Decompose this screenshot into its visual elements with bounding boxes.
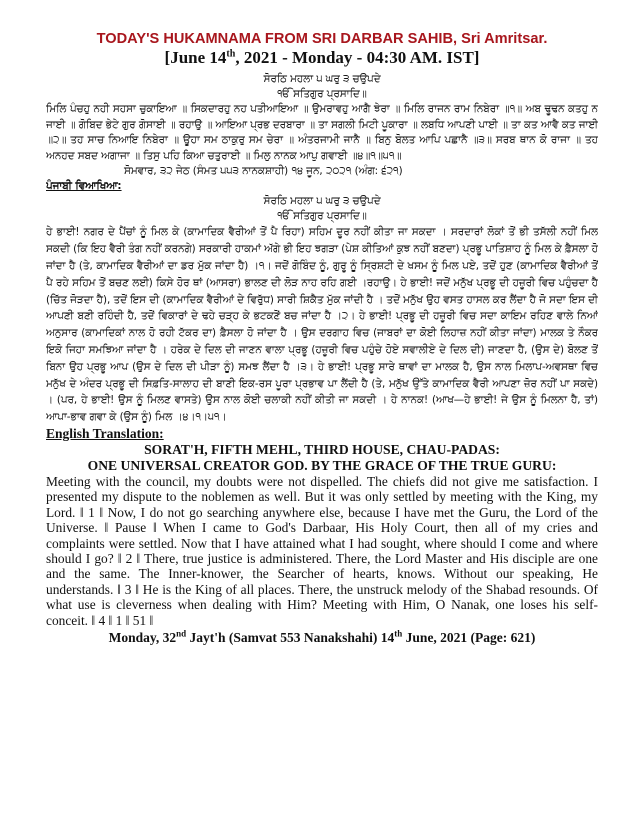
- footer-text-2: Jayt'h (Samvat 553 Nanakshahi) 14: [186, 630, 395, 645]
- punjabi-raag-heading: ਸੋਰਠਿ ਮਹਲਾ ੫ ਘਰੁ ੩ ਚਉਪਦੇ: [263, 195, 381, 208]
- footer-text-3: June, 2021 (Page: 621): [402, 630, 536, 645]
- punjabi-mool-mantar: ੴ ਸਤਿਗੁਰ ਪ੍ਰਸਾਦਿ॥: [277, 210, 367, 223]
- page-title: TODAY'S HUKAMNAMA FROM SRI DARBAR SAHIB, Sri Amritsar.: [96, 31, 548, 47]
- hukamnama-page: [46, 30, 598, 810]
- gurbani-raag-heading: ਸੋਰਠਿ ਮਹਲਾ ੫ ਘਰੁ ੩ ਚਉਪਦੇ: [263, 73, 381, 85]
- date-text: [June 14: [164, 48, 227, 67]
- footer-ordinal-1: nd: [176, 628, 187, 639]
- english-heading: English Translation:: [46, 425, 164, 441]
- gurbani-mool-mantar: ੴ ਸਤਿਗੁਰ ਪ੍ਰਸਾਦਿ॥: [277, 88, 367, 100]
- gurbani-text: ਮਿਲਿ ਪੰਚਹੁ ਨਹੀ ਸਹਸਾ ਚੁਕਾਇਆ ॥ ਸਿਕਦਾਰਹੁ ਨਹ ਪਤੀਆਇਆ ॥ ਉਮਰਾਵਹੁ ਆਗੈ ਝੇਰਾ ॥ ਮਿਲਿ ਰਾਜਨ ਰਾਮ ਨਿਬੇਰਾ ॥੧॥ ਅਬ ਢੂਢਨ ਕਤਹੁ ਨ ਜਾਈ ॥ ਗੋਬਿਦ ਭੇਟੇ ਗੁਰ ਗੋਸਾਈ ॥ ਰਹਾਉ ॥ ਆਇਆ ਪ੍ਰਭ ਦਰਬਾਰਾ ॥ ਤਾ ਸਗਲੀ ਮਿਟੀ ਪੂਕਾਰਾ ॥ ਲਬਧਿ ਆਪਣੀ ਪਾਈ ॥ ਤਾ ਕਤ ਆਵੈ ਕਤ ਜਾਈ ॥੨॥ ਤਹ ਸਾਚ ਨਿਆਇ ਨਿਬੇਰਾ ॥ ਊਹਾ ਸਮ ਠਾਕੁਰੁ ਸਮ ਚੇਰਾ ॥ ਅੰਤਰਜਾਮੀ ਜਾਨੈ ॥ ਬਿਨੁ ਬੋਲਤ ਆਪਿ ਪਛਾਨੈ ॥੩॥ ਸਰਬ ਥਾਨ ਕੋ ਰਾਜਾ ॥ ਤਹ ਅਨਹਦ ਸਬਦ ਅਗਾਜਾ ॥ ਤਿਸੁ ਪਹਿ ਕਿਆ ਚਤੁਰਾਈ ॥ ਮਿਲੁ ਨਾਨਕ ਆਪੁ ਗਵਾਈ ॥੪॥੧॥੫੧॥: [46, 103, 598, 162]
- date-time-line: [46, 48, 598, 68]
- footer-ordinal-2: th: [394, 628, 403, 639]
- footer-text-1: Monday, 32: [108, 630, 177, 645]
- punjabi-explanation: ਹੇ ਭਾਈ! ਨਗਰ ਦੇ ਪੈਂਚਾਂ ਨੂੰ ਮਿਲ ਕੇ (ਕਾਮਾਦਿਕ ਵੈਰੀਆਂ ਤੋਂ ਪੈ ਰਿਹਾ) ਸਹਿਮ ਦੂਰ ਨਹੀਂ ਕੀਤਾ ਜਾ ਸਕਦਾ । ਸਰਦਾਰਾਂ ਲੋਕਾਂ ਤੋਂ ਭੀ ਤਸੱਲੀ ਨਹੀਂ ਮਿਲ ਸਕਦੀ (ਕਿ ਇਹ ਵੈਰੀ ਤੰਗ ਨਹੀਂ ਕਰਨਗੇ) ਸਰਕਾਰੀ ਹਾਕਮਾਂ ਅੱਗੇ ਭੀ ਇਹ ਝਗੜਾ (ਪੇਸ਼ ਕੀਤਿਆਂ ਕੁਝ ਨਹੀਂ ਬਣਦਾ) ਪ੍ਰਭੂ ਪਾਤਿਸ਼ਾਹ ਨੂੰ ਮਿਲ ਕੇ ਫ਼ੈਸਲਾ ਹੋ ਜਾਂਦਾ ਹੈ (ਤੇ, ਕਾਮਾਦਿਕ ਵੈਰੀਆਂ ਦਾ ਡਰ ਮੁੱਕ ਜਾਂਦਾ ਹੈ) ।੧। ਜਦੋਂ ਗੋਬਿੰਦ ਨੂੰ, ਗੁਰੂ ਨੂੰ ਸ੍ਰਿਸ਼ਟੀ ਦੇ ਖਸਮ ਨੂੰ ਮਿਲ ਪਏ, ਤਦੋਂ ਹੁਣ (ਕਾਮਾਦਿਕ ਵੈਰੀਆਂ ਤੋਂ ਪੈ ਰਹੇ ਸਹਿਮ ਤੋਂ ਬਚਣ ਲਈ) ਕਿਸੇ ਹੋਰ ਥਾਂ (ਆਸਰਾ) ਭਾਲਣ ਦੀ ਲੋੜ ਨਾਹ ਰਹਿ ਗਈ ।ਰਹਾਉ। ਹੇ ਭਾਈ! ਜਦੋਂ ਮਨੁੱਖ ਪ੍ਰਭੂ ਦੀ ਹਜ਼ੂਰੀ ਵਿਚ ਪਹੁੰਚਦਾ ਹੈ (ਚਿੱਤ ਜੋੜਦਾ ਹੈ), ਤਦੋਂ ਇਸ ਦੀ (ਕਾਮਾਦਿਕ ਵੈਰੀਆਂ ਦੇ ਵਿਰੁੱਧ) ਸਾਰੀ ਸ਼ਿਕੈਤ ਮੁੱਕ ਜਾਂਦੀ ਹੈ । ਤਦੋਂ ਮਨੁੱਖ ਉਹ ਵਸਤ ਹਾਸਲ ਕਰ ਲੈਂਦਾ ਹੈ ਜੋ ਸਦਾ ਇਸ ਦੀ ਆਪਣੀ ਬਣੀ ਰਹਿੰਦੀ ਹੈ, ਤਦੋਂ ਵਿਕਾਰਾਂ ਦੇ ਢਹੇ ਚੜ੍ਹ ਕੇ ਭਟਕਣੋਂ ਬਚ ਜਾਂਦਾ ਹੈ ।੨। ਹੇ ਭਾਈ! ਪ੍ਰਭੂ ਦੀ ਹਜ਼ੂਰੀ ਵਿਚ ਸਦਾ ਕਾਇਮ ਰਹਿਣ ਵਾਲੇ ਨਿਆਂ ਅਨੁਸਾਰ (ਕਾਮਾਦਿਕਾਂ ਨਾਲ ਹੋ ਰਹੀ ਟੱਕਰ ਦਾ) ਫ਼ੈਸਲਾ ਹੋ ਜਾਂਦਾ ਹੈ । ਉਸ ਦਰਗਾਹ ਵਿਚ (ਜਾਬਰਾਂ ਦਾ ਕੋਈ ਲਿਹਾਜ਼ ਨਹੀਂ ਕੀਤਾ ਜਾਂਦਾ) ਮਾਲਕ ਤੇ ਨੌਕਰ ਇਕੋ ਜਿਹਾ ਸਮਝਿਆ ਜਾਂਦਾ ਹੈ । ਹਰੇਕ ਦੇ ਦਿਲ ਦੀ ਜਾਣਨ ਵਾਲਾ ਪ੍ਰਭੂ (ਹਜ਼ੂਰੀ ਵਿਚ ਪਹੁੰਚੇ ਹੋਏ ਸਵਾਲੀਏ ਦੇ ਦਿਲ ਦੀ) ਜਾਣਦਾ ਹੈ, (ਉਸ ਦੇ) ਬੋਲਣ ਤੋਂ ਬਿਨਾ ਉਹ ਪ੍ਰਭੂ ਆਪ (ਉਸ ਦੇ ਦਿਲ ਦੀ ਪੀੜਾ ਨੂੰ) ਸਮਝ ਲੈਂਦਾ ਹੈ ।੩। ਹੇ ਭਾਈ! ਪ੍ਰਭੂ ਸਾਰੇ ਥਾਵਾਂ ਦਾ ਮਾਲਕ ਹੈ, ਉਸ ਨਾਲ ਮਿਲਾਪ-ਅਵਸਥਾ ਵਿਚ ਮਨੁੱਖ ਦੇ ਅੰਦਰ ਪ੍ਰਭੂ ਦੀ ਸਿਫ਼ਤਿ-ਸਾਲਾਹ ਦੀ ਬਾਣੀ ਇਕ-ਰਸ ਪੂਰਾ ਪ੍ਰਭਾਵ ਪਾ ਲੈਂਦੀ ਹੈ (ਤੇ, ਮਨੁੱਖ ਉੱਤੇ ਕਾਮਾਦਿਕ ਵੈਰੀ ਆਪਣਾ ਜ਼ੋਰ ਨਹੀਂ ਪਾ ਸਕਦੇ) । (ਪਰ, ਹੇ ਭਾਈ! ਉਸ ਨੂੰ ਮਿਲਣ ਵਾਸਤੇ) ਉਸ ਨਾਲ ਕੋਈ ਚਲਾਕੀ ਨਹੀਂ ਕੀਤੀ ਜਾ ਸਕਦੀ । ਹੇ ਨਾਨਕ! (ਆਖ—ਹੇ ਭਾਈ! ਜੇ ਉਸ ਨੂੰ ਮਿਲਨਾ ਹੈ, ਤਾਂ) ਆਪਾ-ਭਾਵ ਗਵਾ ਕੇ (ਉਸ ਨੂੰ) ਮਿਲ ।੪।੧।੫੧।: [46, 226, 598, 424]
- gurbani-date-line: ਸੋਮਵਾਰ, ੩੨ ਜੇਠ (ਸੰਮਤ ੫੫੩ ਨਾਨਕਸ਼ਾਹੀ) ੧੪ ਜੂਨ, ੨੦੨੧ (ਅੰਗ: ੬੨੧): [124, 165, 403, 178]
- date-rest: , 2021 - Monday - 04:30 AM. IST]: [235, 48, 480, 67]
- english-raag-heading: SORAT'H, FIFTH MEHL, THIRD HOUSE, CHAU-PADAS:: [144, 441, 500, 457]
- date-ordinal: th: [226, 48, 236, 60]
- punjabi-heading: ਪੰਜਾਬੀ ਵਿਆਖਿਆ:: [46, 180, 122, 193]
- english-mool-mantar: ONE UNIVERSAL CREATOR GOD. BY THE GRACE OF THE TRUE GURU:: [87, 457, 557, 473]
- english-translation: Meeting with the council, my doubts were not dispelled. The chiefs did not give me satisfaction. I presented my dispute to the noblemen as well. But it was only settled by meeting with the King, my Lord. ‖ 1 ‖ Now, I do not go searching anywhere else, because I have met the Guru, the Lord of the Universe. ‖ Pause ‖ When I came to God's Darbaar, His Holy Court, then all of my cries and complaints were settled. Now that I have attained what I had sought, where should I come and where should I go? ‖ 2 ‖ There, true justice is administered. There, the Lord Master and His disciple are one and the same. The Inner-knower, the Searcher of hearts, knows. Without our speaking, He understands. ‖ 3 ‖ He is the King of all places. There, the unstruck melody of the Shabad resounds. Of what use is cleverness when dealing with Him? Meeting with Him, O Nanak, one loses his self-conceit. ‖ 4 ‖ 1 ‖ 51 ‖: [46, 473, 598, 628]
- english-footer-date: [46, 630, 598, 646]
